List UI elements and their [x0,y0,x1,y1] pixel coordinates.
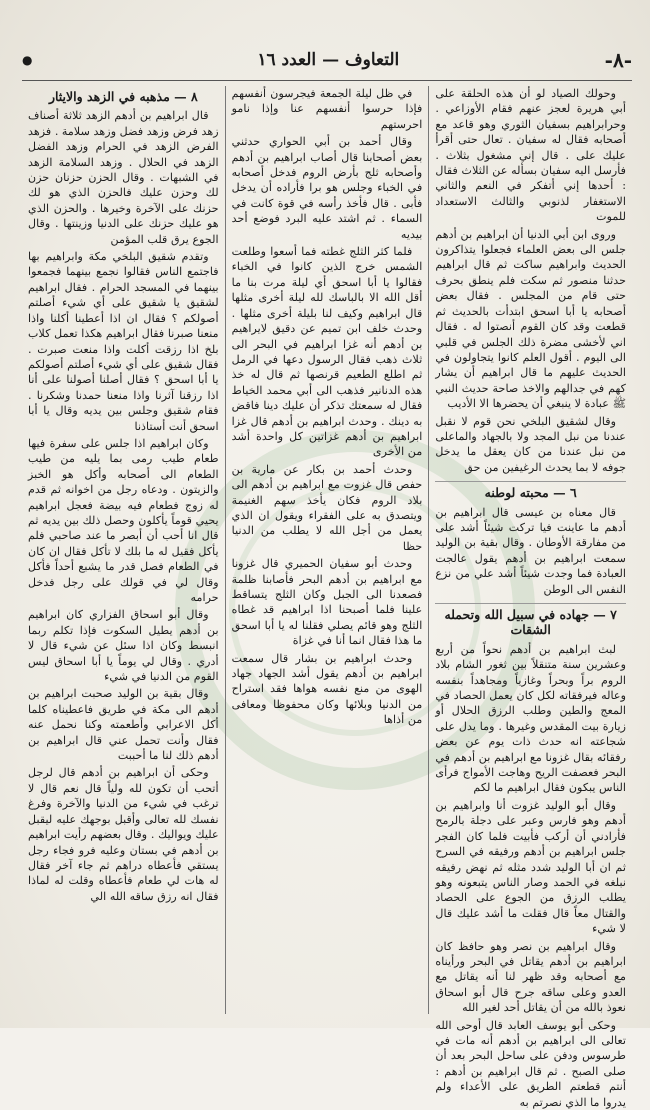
paragraph: وحدث أحمد بن بكار عن مارية بن حفص قال غزوت مع ابراهيم بن أدهم الى بلاد الروم فكان يأخذ سهم الغنيمة ويتصدق به على الفقراء ويقول ان الذي يعمل من أجل الله لا يطلب من الدنيا حظا [231,462,423,553]
paragraph: وحدث أبو سفيان الحميري قال غزونا مع ابراهيم بن أدهم البحر فأصابنا ظلمة فصعدنا الى الجبل وكان الثلج يتساقط علينا فلما أصبحنا اذا ابراهيم قد غطاه الثلج وهو قائم يصلي فقلنا له يا أبا اسحق ما هذا فقال انما أنا في غزاة [231,557,423,648]
paragraph: لبث ابراهيم بن أدهم نحواً من أربع وعشرين سنة متنقلاً بين ثغور الشام بلاد الروم براً وبحراً وغازياً ومجاهداً بنفسه وعاله فيرفقاته لكل كان يعمل الحصاد في المعج والطين وطلب الرزق الحلال أو زيارة بيت المقدس وغيرها . وما يدل على شجاعته انه حدث ذات يوم عن بعض رفقائه بقال غزونا مع ابراهيم بن أدهم في البحر فعصفت الريح وهاجت الأمواج فرأى الناس يبكون فقال ابراهيم ما لكم [435,642,626,795]
column-middle [226,86,430,1014]
paragraph: في ظل ليلة الجمعة فيجرسون أنفسهم فإذا حرسوا أنفسهم عنا وإذا نامو احرستهم [231,87,423,131]
paragraph: فلما كثر الثلج غطته فما أسعوا وطلعت الشمس خرج الذين كانوا في الخباء فقالوا يا أبا اسحق أي ليلة مرت بنا ما أقل الله الا بالباسك لله ليلة أخرى مثلها قال ابراهيم وكيف لنا بليلة أخرى مثلها . وحدث خلف ابن تميم عن دقيق لايراهيم بن أدهم أنه غزا ابراهيم في البحر الى ثلاث ذهب فقال الرسول دعها في الرمل ثم اطلع الطعيم قرنصها ثم قال له خذ هذه الدنانير فذهب الى أبي محمد الخياط فقال له سمعتك تذكر أن عليك دينا فاقض به دينك . وحدث ابراهيم بن أدهم قال غزا ابراهيم بن أدهم غزاتين كل واحدة أشد من الأخرى [231,245,423,459]
column-left [22,86,226,1014]
paragraph: وحكى أن ابراهيم بن أدهم قال لرجل أتحب أن تكون لله ولياً قال نعم قال لا ترغب في شيء من الدنيا والآخرة وفرغ نفسك لله تعالى وأقبل بوجهك عليه ليقبل عليك ويواليك . وقال بعضهم رأيت ابراهيم بن أدهم في بستان وعليه فرو فجاء رجل يستقي فأعطاه دراهم ثم جاء آخر فقال له هات لي طعام فأعطاه وقلت له لماذا فقال انه رزق ساقه الله الي [27,766,219,903]
paragraph: قال معناه بن عيسى قال ابراهيم بن أدهم ما عاينت فيا تركت شيئاً أشد على من مفارقة الأوطان . وقال بقية بن الوليد سمعت ابراهيم بن أدهم يقول عالجت العبادة فما وجدت شيئاً أشد علي من نزع النفس الى الوطن [435,505,626,596]
paragraph: وحدث ابراهيم بن بشار قال سمعت ابراهيم بن أدهم يقول أشد الجهاد جهاد الهوى من منع نفسه هواها فقد استراح من الدنيا وبلائها وكان محفوظا ومعافى من أذاها [231,651,423,727]
paragraph: وقال لشقيق البلخي نحن قوم لا نقبل عندنا من نبل المجد ولا بالجهاد والماعلى من نبل عندنا من كان يعقل ما يدخل جوفه لا بما يحدث الرغيفين من حق [435,414,626,474]
section-heading: ٨ — مذهبه في الزهد والايثار [48,89,198,104]
section-heading: ٧ — جهاده في سبيل الله وتحمله الشقات [435,603,626,638]
paragraph: وحولك الصياد لو أن هذه الحلقة على أبي هريرة لعجز عنهم فقام الأوزاعي . وحرابراهيم بسفيان الثوري وهو قاعد مع أصحابه فقال له سفيان . تعال حتى أقرأ عليك على . قال إني مشغول بثلاث . فأرسل اليه سفيان بسأله عن الثلاث فقال : أحدها إني أتفكر في النعم والثاني الاستغفار لذنوبي والثالث الاستعداد للموت [435,87,626,224]
paragraph: وكان ابراهيم اذا جلس على سفرة فيها طعام طيب رمى بما يليه من طيب الطعام الى أصحابه وأكل هو الخبز والزيتون . ودعاه رجل من اخوانه ثم قدم له زوج فطعام فيه بيضة فعجل ابراهيم يحيي قوماً يأكلون وحصل ذلك بين يديه ثم قال انا أحب أن أبصر ما عند صاحبي فلم يأكل فقيل له ما بلك لا تأكل فقال ان كان في الطعام فصل قدر ما يشبع أحداً فأكل وقال لي في قولك على رجل فدخل حرامه [27,436,219,604]
paragraph: وقال أحمد بن أبي الحواري حدثني بعض أصحابنا قال أصاب ابراهيم بن أدهم وأصحابه ثلج بأرض الروم فدخل أصحابه في الخباء وجلس هو برا فأراده أن يدخل فأبى . قال فأخذ رأسه في قوة كانت في السماء . ثم اشتد عليه البرد فوضع أحد بيديه [231,135,423,241]
column-right [429,86,632,1109]
paragraph: وروى ابن أبي الدنيا أن ابراهيم بن أدهم جلس الى بعض العلماء فجعلوا يتذاكرون الحديث وابراهيم ساكت ثم قال ابراهيم حدثنا منصور ثم سكت فلم ينطق بحرف حتى قام من المجلس . فقال بعض أصحابه يا أبا اسحق ابتدأت بالحديث ثم قطعت وقد كان القوم أنصتوا له . فقال اني لأخشى مضرة ذلك الجلس في قلبي الى اليوم . أقول العلم كانوا يتجاولون في الحديث عليهم ما قال ابراهيم أن يشار كهم في جدالهم والاخذ صاحة حديث النبي ﷺ عبادة لا ينبغي أن يحضرها الا الأديب [435,227,626,411]
header-ornament: ● [22,53,33,67]
paragraph: وقال ابراهيم بن نصر وهو حافظ كان ابراهيم بن أدهم يقاتل في البحر ورأيناه مع أصحابه وقد ظهر لنا أنه يقاتل مع العدو وعلى ساقه جرح قال أبو اسحاق نعوذ بالله من أن يقاتل أحد لغير الله [435,939,626,1015]
publication-title: التعاوف — العدد ١٦ [257,50,400,70]
paragraph: وتقدم شقيق البلخي مكة وابراهيم بها فاجتمع الناس فقالوا نجمع بينهما فجمعوا بينهما في المسجد الحرام . فقال ابراهيم لشقيق يا شقيق على أي شيء أصلتم أصولكم ؟ فقال ان اذا أعطينا أكلنا واذا منعنا صبرنا فقال ابراهيم هكذا تعمل كلاب بلخ اذا رزقت أكلت واذا منعت صبرت . فقال شقيق على أي شيء أصلتم أصولكم يا أبا اسحق ؟ فقال أصلنا أصولنا على أنا اذا رزقنا آثرنا واذا منعنا حمدنا وشكرنا . فقام شقيق وجلس بين يديه وقال يا أبا اسحق أنت أستاذنا [27,250,219,433]
paragraph: وقال أبو اسحاق الفزاري كان ابراهيم بن أدهم يطيل السكوت فإذا تكلم ربما انبسط وكان اذا سئل عن شيء قال لا أدري . وقال لي يوماً يا أبا اسحاق ليس القوم من الدنيا في شيء [27,608,219,684]
article-columns [22,86,632,1109]
paragraph: وقال أبو الوليد غزوت أنا وابراهيم بن أدهم وهو فارس وعبر على دجلة بالرمح فأرادني أن أركب فأبيت فلما كان الفجر جلس ابراهيم بن أدهم ورفيقه في السرح ثم ان أبا الوليد شدد مثله ثم نهض رفيقه نبلغه في الحمد وصار الناس يتبعونه وهو يطلب الرزق من الجوع على الحصاد والقتال معاً قال فقلت ما أشد عليك قال لا شيء [435,798,626,936]
page-header [22,40,632,81]
paragraph: وقال بقية بن الوليد صحبت ابراهيم بن أدهم الى مكة في طريق فاعطيناه كلما أكل الاعرابي وأطعمته وكنا نحمل عنه فقال وأنت تحمل عني قال ابراهيم بن أدهم ذلك لنا ما أحببت [27,687,219,763]
paragraph: وحكى أبو يوسف العابد قال أوحى الله تعالى الى ابراهيم بن أدهم أنه مات في طرسوس ودفن على ساحل البحر بعد أن صلى الصبح . ثم قال ابراهيم بن أدهم : أنتم قطعتم الطريق على الأعداء ولم يدروا ما الذي نصرتم به [435,1018,626,1109]
page-number: -٨- [604,48,632,72]
section-heading: ٦ — محبته لوطنه [435,481,626,500]
paragraph: قال ابراهيم بن أدهم الزهد ثلاثة أصناف زهد فرض وزهد فضل وزهد سلامة . فزهد الفرض الزهد في الحرام وزهد الفضل الزهد في الحلال . وزهد السلامة الزهد في الشبهات . وقال الحزن حزنان حزن لك وحزن عليك فالحزن الذي هو لك حزنك على الآخرة وخيرها . والحزن الذي هو عليك حزنك على الدنيا وزينتها . وقال الجوع يرق قلب المؤمن [27,109,219,246]
